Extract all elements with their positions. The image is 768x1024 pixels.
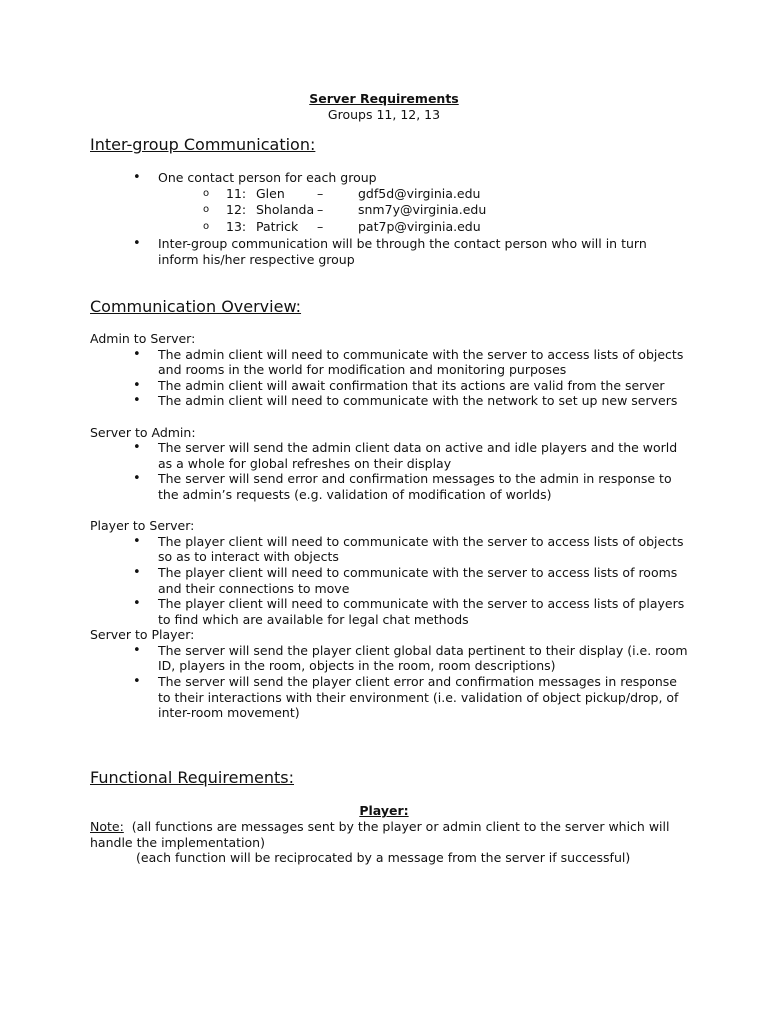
contact-row [90,202,690,219]
intergroup-section [90,170,690,267]
list-item: • The server will send error and confirmation messages to the admin in response to the admin’s requests (e.g. validation of modification of worlds) [90,471,690,502]
contact-group-number: 13: [226,219,247,235]
list-item: • The player client will need to communicate with the server to access lists of players to find which are available for legal chat methods [90,596,690,627]
player-to-server-label: Player to Server: [90,518,195,534]
intergroup-bullet-1: One contact person for each group [158,170,377,185]
admin-to-server-label: Admin to Server: [90,331,196,346]
player-to-server-list [90,534,690,628]
note-label: Note: [90,819,124,834]
sub-bullet-icon: o [203,187,210,199]
contact-name: Glen [256,185,285,201]
list-item [90,170,690,236]
admin-to-server-list [90,347,690,409]
list-item [90,236,690,267]
server-to-player-label: Server to Player: [90,627,195,643]
contact-email: snm7y@virginia.edu [358,202,487,218]
list-item: • The admin client will need to communicate with the network to set up new servers [90,393,690,409]
contact-row [90,186,690,203]
document-subtitle: Groups 11, 12, 13 [327,107,441,122]
list-item: • The player client will need to communicate with the server to access lists of objects so as to interact with objects [90,534,690,565]
player-heading: Player: [359,803,409,818]
server-to-admin-list [90,440,690,502]
contact-group-number: 11: [226,185,247,201]
overview-section [90,331,690,721]
intergroup-bullet-2: Inter-group communication will be through the contact person who will in turn inform his/her respective group [158,235,647,267]
overview-heading: Communication Overview: [90,297,302,316]
list-item: • The server will send the admin client data on active and idle players and the world as a whole for global refreshes on their display [90,440,690,471]
contact-name: Patrick [256,219,299,235]
note-text: (all functions are messages sent by the player or admin client to the server which will handle the implementation) [90,819,670,850]
contact-dash: – [317,219,324,235]
intergroup-heading: Inter-group Communication: [90,135,316,154]
list-item: • The admin client will await confirmation that its actions are valid from the server [90,378,690,394]
contact-dash: – [317,202,324,218]
note-block [90,819,690,866]
sub-bullet-icon: o [203,221,210,233]
list-item: • The player client will need to communicate with the server to access lists of rooms and their connections to move [90,565,690,596]
contact-dash: – [317,185,324,201]
contact-name: Sholanda [256,202,315,218]
server-to-admin-label: Server to Admin: [90,424,196,440]
contact-email: pat7p@virginia.edu [358,219,481,235]
list-item: • The server will send the player client global data pertinent to their display (i.e. room ID, players in the room, objects in the room, room descriptions) [90,643,690,674]
note-line [90,819,690,850]
note-text-2: (each function will be reciprocated by a message from the server if successful) [136,850,631,866]
sub-bullet-icon: o [203,204,210,216]
list-item: • The admin client will need to communicate with the server to access lists of objects and rooms in the world for modification and monitoring purposes [90,347,690,378]
contact-row [90,219,690,236]
server-to-player-list [90,643,690,721]
contact-email: gdf5d@virginia.edu [358,185,481,201]
list-item: • The server will send the player client error and confirmation messages in response to their interactions with their environment (i.e. validation of object pickup/drop, of inter-room movement) [90,674,690,721]
functional-heading: Functional Requirements: [90,768,295,787]
document-title: Server Requirements [309,91,459,106]
contact-list [158,186,690,236]
contact-group-number: 12: [226,202,247,218]
